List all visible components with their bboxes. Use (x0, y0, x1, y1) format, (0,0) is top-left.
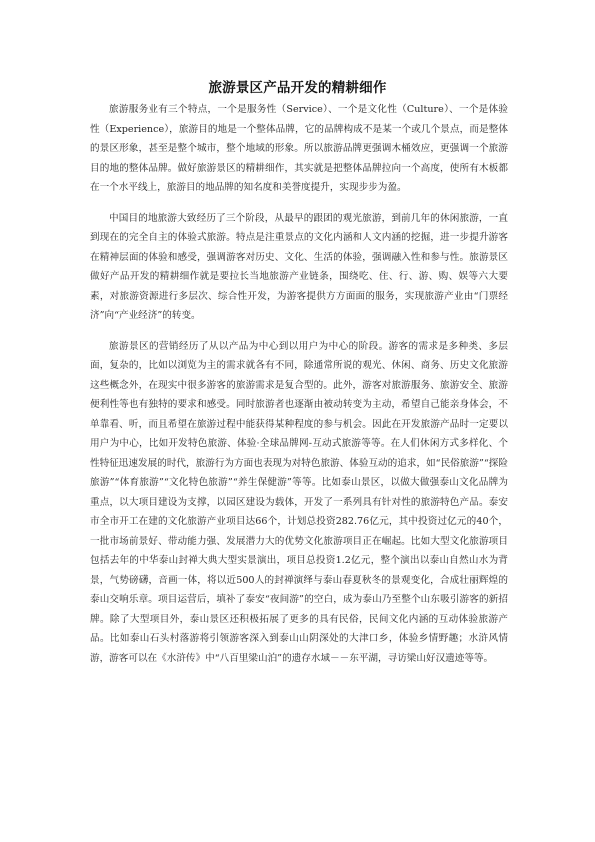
paragraph-2: 中国目的地旅游大致经历了三个阶段，从最早的跟团的观光旅游，到前几年的休闲旅游，一直到现在的完全自主的体验式旅游。特点是注重景点的文化内涵和人文内涵的挖掘，进一步提升游客在精神层面的体验和感受，强调游客对历史、文化、生活的体验，强调融入性和参与性。旅游景区做好产品开发的精耕细作就是要拉长当地旅游产业链条，围绕吃、住、行、游、购、娱等六大要素，对旅游资源进行多层次、综合性开发，为游客提供方方面面的服务，实现旅游产业由“门票经济”向“产业经济”的转变。 (90, 212, 508, 321)
document-body (90, 100, 508, 679)
document-title: 旅游景区产品开发的精耕细作 (208, 80, 387, 96)
paragraph-1: 旅游服务业有三个特点，一个是服务性（Service）、一个是文化性（Culture）、一个是体验性（Experience），旅游目的地是一个整体品牌，它的品牌构成不是某一个或几个景点，而是整体的景区形象，甚至是整个城市，整个地域的形象。所以旅游品牌更强调木桶效应，更强调一个旅游目的地的整体品牌。做好旅游景区的精耕细作，其实就是把整体品牌拉向一个高度，使所有木板都在一个水平线上，旅游目的地品牌的知名度和美誉度提升，实现步步为盈。 (90, 104, 508, 193)
paragraph-3: 旅游景区的营销经历了从以产品为中心到以用户为中心的阶段。游客的需求是多种类、多层面，复杂的，比如以浏览为主的需求就各有不同，除通常所说的观光、休闲、商务、历史文化旅游这些概念外，在现实中很多游客的旅游需求是复合型的。此外，游客对旅游服务、旅游安全、旅游便利性等也有独特的要求和感受。同时旅游者也逐渐由被动转变为主动，希望自己能亲身体会，不单靠看、听，而且希望在旅游过程中能获得某种程度的参与机会。因此在开发旅游产品时一定要以用户为中心，比如开发特色旅游、体验·全球品牌网-互动式旅游等等。在人们休闲方式多样化、个性特征迅速发展的时代，旅游行为方面也表现为对特色旅游、体验互动的追求，如“民俗旅游”“探险旅游”“体育旅游”“文化特色旅游”“养生保健游”等等。比如泰山景区，以做大做强泰山文化品牌为重点，以大项目建设为支撑，以园区建设为载体，开发了一系列具有针对性的旅游特色产品。泰安市全市开工在建的文化旅游产业项目达66个，计划总投资282.76亿元，其中投资过亿元的40个，一批市场前景好、带动能力强、发展潜力大的优势文化旅游项目正在崛起。比如大型文化旅游项目包括去年的中华泰山封禅大典大型实景演出，项目总投资1.2亿元，整个演出以泰山自然山水为背景，气势磅礴，音画一体，将以近500人的封禅演绎与泰山春夏秋冬的景观变化，合成壮丽辉煌的泰山交响乐章。项目运营后，填补了泰安“夜间游”的空白，成为泰山乃至整个山东吸引游客的新招牌。除了大型项目外，泰山景区还积极拓展了更多的具有民俗，民间文化内涵的互动体验旅游产品。比如泰山石头村落游将引领游客深入到泰山山阴深处的大津口乡，体验乡情野趣；水浒风情游，游客可以在《水浒传》中“八百里梁山泊”的遗存水域－－东平湖，寻访梁山好汉遗迹等等。 (90, 340, 508, 664)
